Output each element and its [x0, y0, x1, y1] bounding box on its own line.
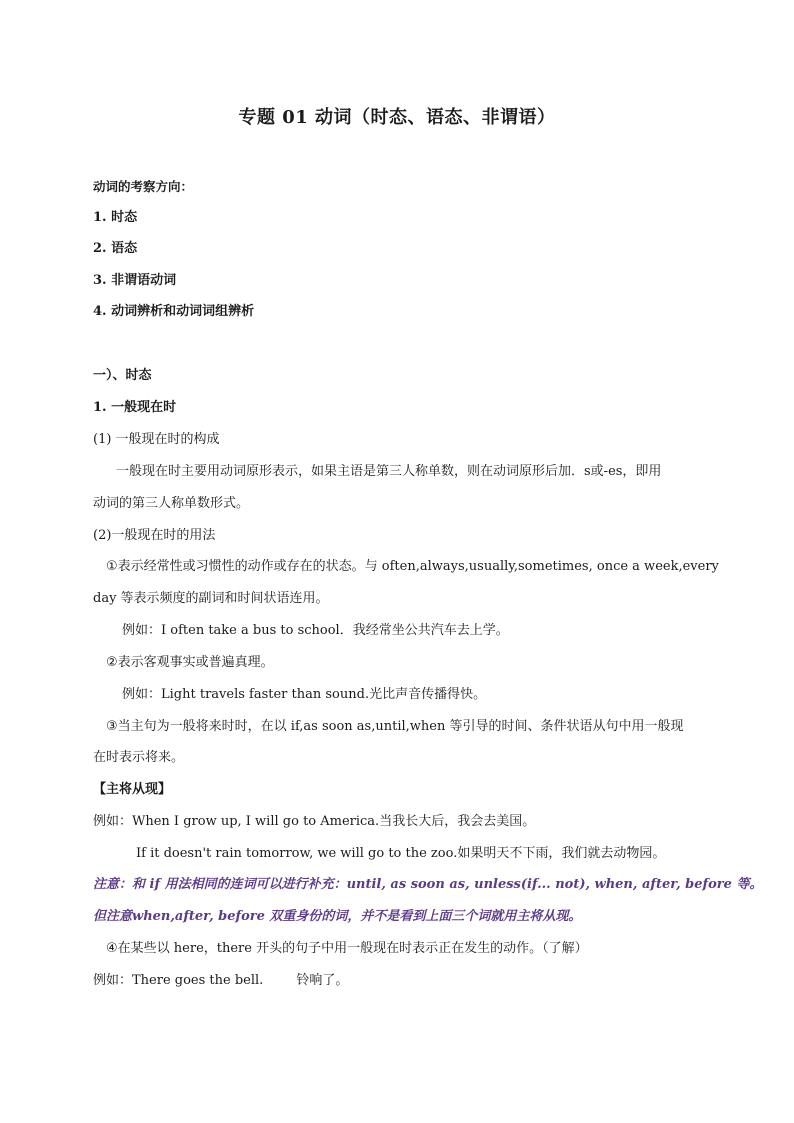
use4-text: 在某些以 here，there 开头的句子中用一般现在时表示正在发生的动作。（了解）: [117, 941, 588, 956]
use2-text: 表示客观事实或普遍真理。: [117, 655, 274, 670]
intro-heading: 动词的考察方向：: [93, 179, 194, 194]
use2-number: ②: [106, 655, 118, 670]
use3-line-1: [106, 718, 683, 736]
use2-example: 例如：Light travels faster than sound.光比声音传播得快。: [122, 687, 487, 702]
part1-heading: (1) 一般现在时的构成: [93, 432, 220, 447]
use1-number: ①: [106, 559, 118, 574]
use4-number: ④: [106, 941, 118, 956]
use3-text-2: 在时表示将来。: [93, 750, 185, 765]
use4-line: [106, 940, 588, 958]
rule-label: 【主将从现】: [93, 782, 172, 797]
intro-item-3: 3. 非谓语动词: [93, 273, 177, 288]
note-line-1: 注意：和 if 用法相同的连词可以进行补充：until, as soon as, unless(if... not), when, after, before 等。: [93, 877, 763, 892]
part1-body-line-2: 动词的第三人称单数形式。: [93, 496, 250, 511]
intro-item-1: 1. 时态: [93, 210, 138, 225]
use1-example: 例如：I often take a bus to school．我经常坐公共汽车去上学。: [122, 623, 509, 638]
rule-example-2: If it doesn't rain tomorrow, we will go to the zoo.如果明天不下雨，我们就去动物园。: [136, 846, 666, 861]
note-line-2: 但注意when,after, before 双重身份的词，并不是看到上面三个词就用主将从现。: [93, 909, 582, 924]
subsection-heading: 1. 一般现在时: [93, 400, 177, 415]
part1-body-line-1: 一般现在时主要用动词原形表示，如果主语是第三人称单数，则在动词原形后加．s或-es，即用: [116, 464, 662, 479]
use1-text-2: day 等表示频度的副词和时间状语连用。: [93, 591, 329, 606]
page-title: 专题 01 动词（时态、语态、非谓语）: [238, 107, 556, 128]
section-heading: 一）、时态: [93, 368, 152, 383]
part2-heading: (2)一般现在时的用法: [93, 528, 216, 543]
use1-text-1: 表示经常性或习惯性的动作或存在的状态。与 often,always,usually,sometimes, once a week,every: [117, 559, 719, 574]
intro-item-4: 4. 动词辨析和动词词组辨析: [93, 304, 255, 319]
rule-example-1: 例如：When I grow up, I will go to America.当我长大后，我会去美国。: [93, 814, 536, 829]
use2-line: [106, 654, 274, 672]
use1-line-1: [106, 558, 719, 576]
use4-example: 例如：There goes the bell. 铃响了。: [93, 973, 349, 988]
intro-item-2: 2. 语态: [93, 241, 138, 256]
use3-number: ③: [106, 719, 118, 734]
use3-text-1: 当主句为一般将来时时，在以 if,as soon as,until,when 等引导的时间、条件状语从句中用一般现: [117, 719, 684, 734]
